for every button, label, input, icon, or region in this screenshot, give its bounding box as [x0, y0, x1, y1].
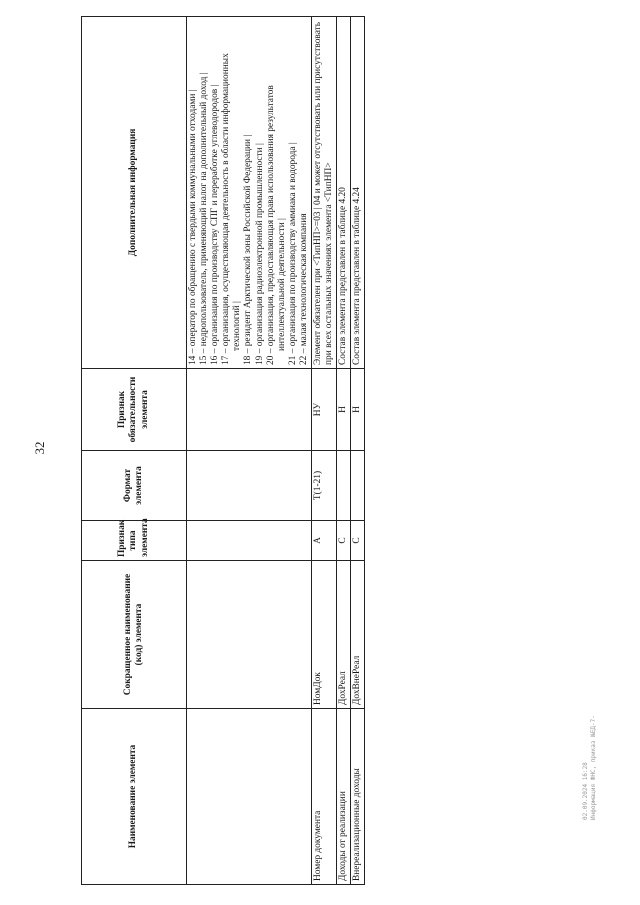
table-row: [351, 17, 365, 885]
element-spec-table: [81, 16, 365, 885]
info-line: 21 – организация по производству аммиака и водорода |: [287, 142, 298, 365]
header-element-type: Признак типа элемента: [82, 521, 187, 561]
header-element-format: Формат элемента: [82, 451, 187, 521]
cell-required: Н: [351, 369, 365, 451]
header-element-code: Сокращенное наименование (код) элемента: [82, 561, 187, 709]
rotated-page-content: [81, 17, 489, 885]
header-element-name: Наименование элемента: [82, 709, 187, 885]
info-line: 20 – организация, предоставляющая права использования результатов интеллектуальной деятельности |: [265, 85, 287, 365]
table-row: [337, 17, 351, 885]
cell-format: T(1-21): [312, 451, 337, 521]
cell-code: НомДок: [312, 561, 337, 709]
cell-type: С: [337, 521, 351, 561]
cell-required: Н: [337, 369, 351, 451]
info-line: 17 – организация, осуществляющая деятельность в области информационных технологий |: [221, 53, 243, 365]
cell-info: [351, 17, 365, 369]
cell-format: [187, 451, 312, 521]
cell-format: [351, 451, 365, 521]
cell-format: [337, 451, 351, 521]
page-number: 32: [32, 441, 47, 455]
info-line: Элемент обязателен при <ТипНП>=03 | 04 и может отсутствовать или присутствовать при всех остальных значениях элемента <ТипНП>: [313, 22, 335, 365]
cell-info: [312, 17, 337, 369]
info-line: Состав элемента представлен в таблице 4.20: [338, 187, 349, 365]
table-row: [187, 17, 312, 885]
header-additional-info: Дополнительная информация: [82, 17, 187, 369]
stamp-line: 02.09.2024 16:28: [582, 762, 589, 820]
cell-required: НУ: [312, 369, 337, 451]
cell-name: Внереализационные доходы: [351, 709, 365, 885]
info-line: Состав элемента представлен в таблице 4.24: [352, 187, 363, 365]
stamp-line: Информация ФНС, приказ №ЕД-7-: [589, 715, 597, 820]
info-line: 22 – малая технологическая компания: [298, 213, 309, 365]
cell-code: [187, 561, 312, 709]
registration-stamp: [582, 715, 597, 820]
table-row: [312, 17, 337, 885]
cell-info: [337, 17, 351, 369]
cell-type: [187, 521, 312, 561]
info-line: 16 – организация по производству СПГ и переработке углеводородов |: [210, 84, 221, 365]
info-line: 15 – недропользователь, применяющий налог на дополнительный доход |: [199, 72, 210, 365]
cell-required: [187, 369, 312, 451]
table-header-row: [82, 17, 187, 885]
info-line: 19 – организация радиоэлектронной промышленности |: [254, 143, 265, 365]
cell-type: А: [312, 521, 337, 561]
info-line: 18 – резидент Арктической зоны Российской Федерации |: [243, 134, 254, 365]
cell-name: Номер документа: [312, 709, 337, 885]
header-element-required: Признак обязательности элемента: [82, 369, 187, 451]
cell-name: Доходы от реализации: [337, 709, 351, 885]
info-line: 14 – оператор по обращению с твердыми коммунальными отходами |: [188, 89, 198, 365]
cell-code: ДохРеал: [337, 561, 351, 709]
cell-name: [187, 709, 312, 885]
cell-code: ДохВнеРеал: [351, 561, 365, 709]
cell-type: С: [351, 521, 365, 561]
cell-info: [187, 17, 312, 369]
